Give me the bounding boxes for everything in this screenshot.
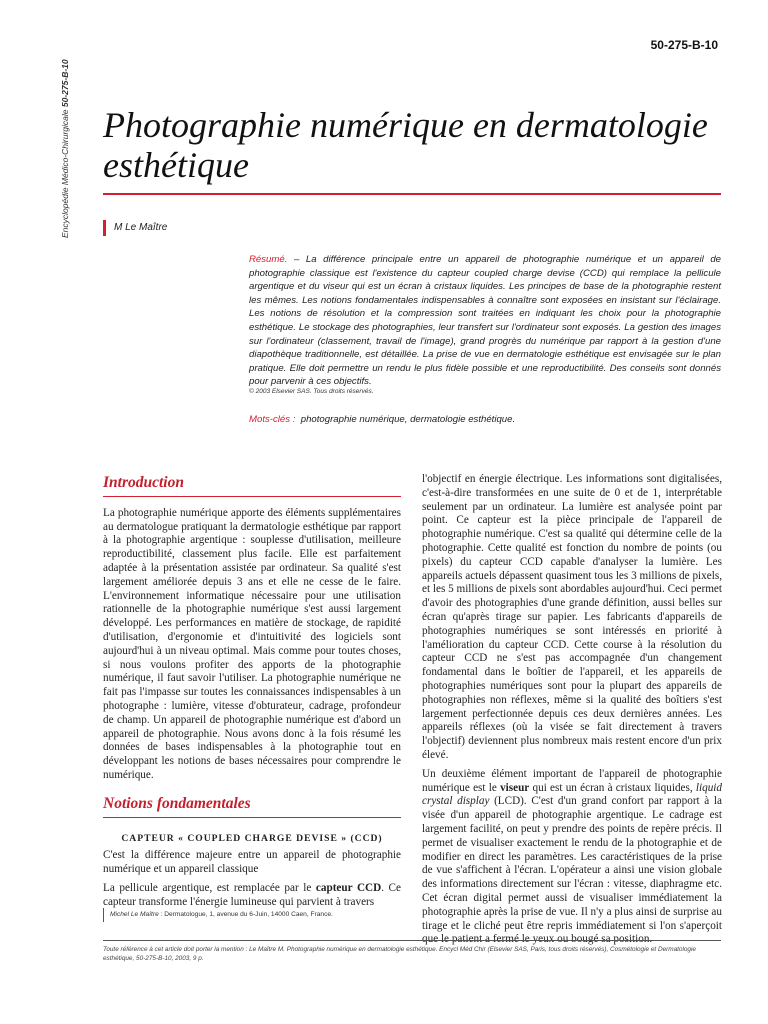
section-divider (103, 817, 401, 818)
text-span: La pellicule argentique, est remplacée par le (103, 881, 316, 894)
bold-term: viseur (500, 781, 530, 794)
abstract (249, 253, 721, 389)
right-paragraph-1: l'objectif en énergie électrique. Les informations sont digitalisées, c'est-à-dire transformées en une suite de 0 et de 1, interprétable seulement par un ordinateur. La lumière est analysée point par point. Ce capteur est la pièce principale de l'appareil de photographie numérique. C'est sa qualité qui détermine celle de la photographie. Cette qualité est fonction du nombre de points (ou pixels) du capteur CCD capable d'analyser la lumière. Les appareils actuels dépassent quasiment tous les 3 millions de pixels, et les 5 millions de pixels sont abordables aujourd'hui. Ceci permet d'avoir des photographies d'une grande définition, aussi belles sur écran qu'après tirage sur papier. Les fabricants d'appareils de photographies numériques se sont intéressés en priorité à l'amélioration du capteur CCD. Cette course à la résolution du capteur CCD ne s'est pas accompagnée d'un changement fondamental dans le boîtier de l'appareil, et les appareils de photographies numériques sont pour la plupart des appareils de photographies non réflexes, même si la qualité des boîtiers s'est largement perfectionnée depuis ces deux dernières années. Les appareils réflexes (où la visée se fait directement à travers l'objectif) deviennent plus nombreux mais restent encore d'un prix élevé. (422, 473, 722, 761)
author-marker (103, 220, 106, 236)
sidebar-code: 50-275-B-10 (60, 59, 70, 108)
keywords-label: Mots-clés : (249, 414, 296, 425)
footnote-marker (103, 908, 104, 922)
right-paragraph-2 (422, 768, 722, 947)
italic-term: liquid crystal display (422, 781, 723, 808)
capteur-paragraph-2 (103, 882, 401, 910)
author-name: M Le Maître (114, 222, 168, 233)
article-title: Photographie numérique en dermatologie esthétique (103, 105, 708, 185)
section-heading-notions: Notions fondamentales (103, 794, 251, 812)
capteur-paragraph-1: C'est la différence majeure entre un appareil de photographie numérique et un appareil classique (103, 849, 401, 876)
author-footnote (110, 911, 333, 918)
text-span: qui est un écran à cristaux liquides, (529, 781, 696, 794)
copyright: © 2003 Elsevier SAS. Tous droits réservés. (249, 388, 374, 395)
abstract-label: Résumé. (249, 254, 288, 265)
text-span: Un deuxième élément important de l'appareil de photographie numérique est le (422, 767, 722, 794)
introduction-paragraph: La photographie numérique apporte des éléments supplémentaires au dermatologue pratiquant la dermatologie esthétique par rapport à la photographie argentique : souplesse d'utilisation, meilleure reproductibilité, classement plus facile. Elle est parfaitement adaptée à la présentation assistée par ordinateur. Sa qualité s'est largement améliorée depuis 3 ans et elle ne cesse de le faire. L'environnement informatique nécessaire pour une utilisation rationnelle de la photographie numérique s'est aussi largement développé. Les performances en matière de stockage, de rapidité d'utilisation, d'ergonomie et d'intuitivité des logiciels sont aujourd'hui à un niveau optimal. Mais comme pour toutes choses, si nous voulons profiter des apports de la photographie numérique, il faut savoir l'utiliser. La photographie numérique ne fait pas l'impasse sur toutes les connaissances indispensables à un photographe : lumière, vitesse d'obturateur, cadrage, profondeur de champ. Un appareil de photographie numérique est d'abord un appareil de photographie. Nous avons donc à la fois résumé les données de bases indispensables à la photographie tout en développant les notions de bases nécessaires pour comprendre le numérique. (103, 506, 401, 781)
document-code: 50-275-B-10 (650, 38, 718, 52)
citation-note: Toute référence à cet article doit porter la mention : Le Maître M. Photographie numérique en dermatologie esthétique. Encycl Méd Chir (Elsevier SAS, Paris, tous droits réservés), Cosmétologie et Dermatologie esthétique, 50-275-B-10, 2003, 9 p. (103, 946, 696, 962)
sidebar-journal: Encyclopédie Médico-Chirurgicale (60, 109, 70, 238)
footnote-affiliation: : Dermatologue, 1, avenue du 6-Juin, 14000 Caen, France. (158, 911, 333, 918)
text-span: (LCD). C'est d'un grand confort par rapport à la visée d'un appareil de photographie argentique. Le cadrage est largement facilité, on peut y prendre des points de repère précis. Il permet de visualiser exactement le rendu de la photographie et de modifier en direct les paramètres. Les caractéristiques de la prise de vue s'affichent à l'écran. L'opérateur a ainsi une vision globale des informations directement sur l'écran : vitesse, diaphragme etc. Cet écran digital permet aussi de visualiser immédiatement la photographie après la prise de vue. Il n'y a plus ainsi de surprise au tirage et le cliché peut être repris immédiatement si l'on s'aperçoit (422, 795, 722, 932)
title-divider (103, 193, 721, 195)
sidebar-journal-reference (50, 48, 72, 238)
abstract-text: – La différence principale entre un appareil de photographie numérique et un appareil de photographie classique est l'existence du capteur coupled charge devise (CCD) qui remplace la pellicule argentique et du viseur qui est un écran à cristaux liquides. Les principes de base de la photographie restent les mêmes. Les notions fondamentales indispensables à connaître sont exposées en insistant sur l'éclairage. Les notions de résolution et la compression sont traitées en indiquant les choix pour la photographie esthétique. Le stockage des photographies, leur transfert sur l'ordinateur sont exposés. La gestion des images sur l'ordinateur (classement, travail de l'image), grand progrès du numérique par rapport à la gestion d'une diapothèque traditionnelle, est détaillée. La prise de vue en dermatologie esthétique est envisagée sur le plan pratique. Elle doit permettre un rendu le plus fidèle possible et une reproductibilité. Des conseils sont donnés pour parvenir à ces objectifs. (249, 254, 721, 388)
keywords (249, 414, 515, 425)
bold-term: capteur CCD (315, 881, 382, 894)
footnote-author: Michel Le Maître (110, 911, 159, 918)
footer-divider (103, 940, 721, 941)
subheading-capteur: CAPTEUR « COUPLED CHARGE DEVISE » (CCD) (121, 832, 383, 844)
right-column (422, 473, 722, 952)
section-divider (103, 496, 401, 497)
text-span: . Ce capteur transforme l'énergie lumineuse qui parvient à travers (103, 881, 401, 908)
keywords-text: photographie numérique, dermatologie esthétique. (300, 414, 516, 425)
section-heading-introduction: Introduction (103, 474, 184, 491)
left-column (103, 476, 401, 915)
